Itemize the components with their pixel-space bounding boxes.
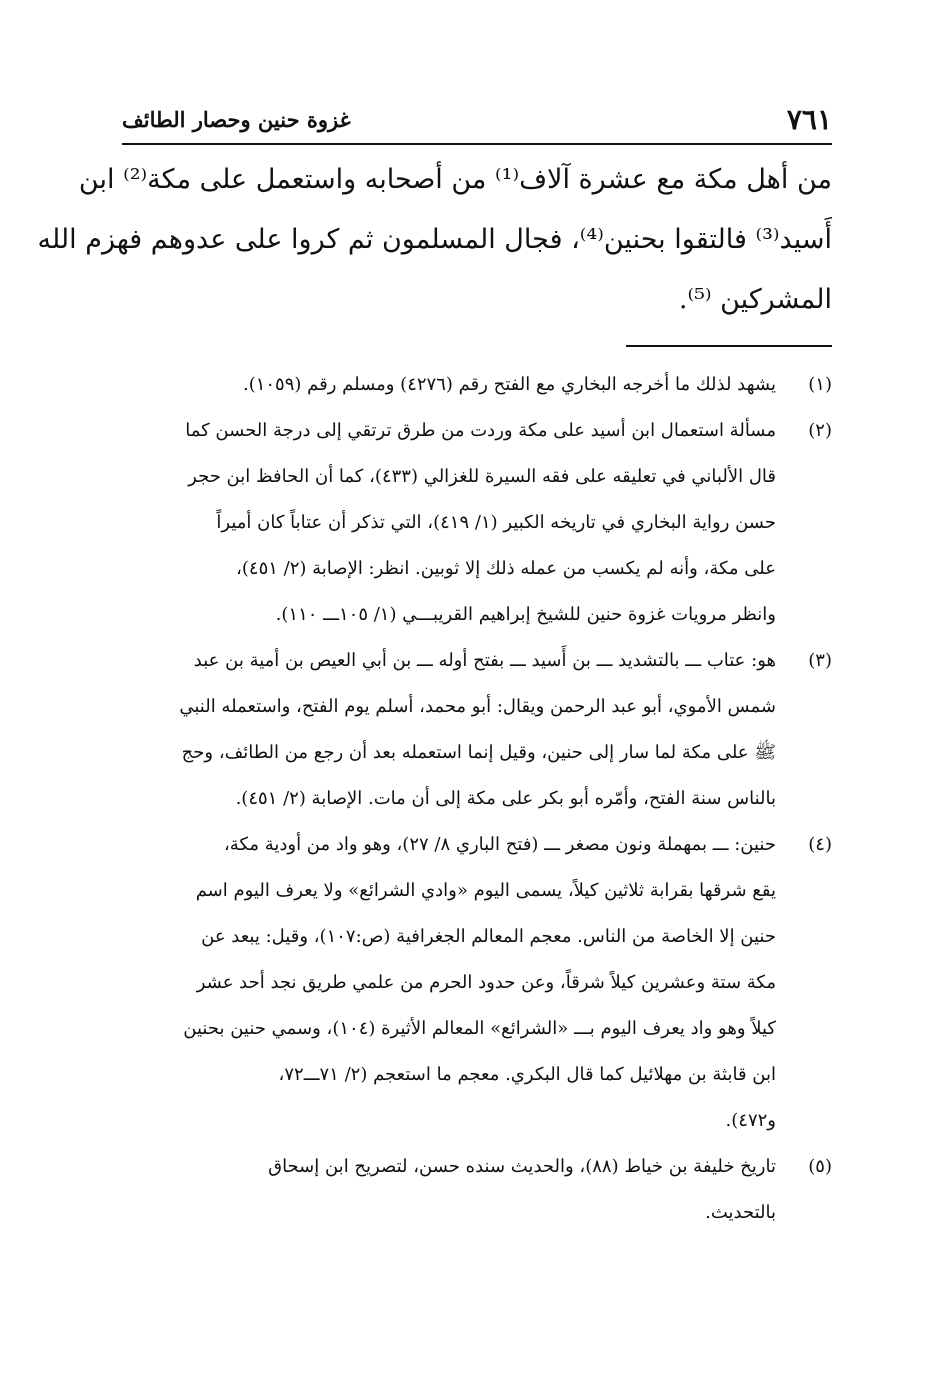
body-line: من أهل مكة مع عشرة آلاف⁽¹⁾ من أصحابه واستعمل على مكة⁽²⁾ ابن — [78, 164, 832, 195]
body-line: أَسيد⁽³⁾ فالتقوا بحنين⁽⁴⁾، فجال المسلمون ثم كروا على عدوهم فهزم الله — [37, 224, 832, 255]
footnote-line: ابن قابثة بن مهلائيل كما قال البكري. معجم ما استعجم (٢/ ٧١ـــ٧٢، — [278, 1064, 776, 1085]
footnote-line: هو: عتاب ـــ بالتشديد ـــ بن أَسيد ـــ بفتح أوله ـــ بن أبي العيص بن أمية بن عبد — [193, 650, 776, 671]
footnote-2 — [122, 408, 832, 638]
footnote-number: (١) — [808, 374, 832, 395]
footnote-line: قال الألباني في تعليقه على فقه السيرة للغزالي (٤٣٣)، كما أن الحافظ ابن حجر — [188, 466, 776, 487]
page-number: ٧٦١ — [786, 103, 832, 136]
footnote-line: على مكة، وأنه لم يكسب من عمله ذلك إلا ثوبين. انظر: الإصابة (٢/ ٤٥١)، — [236, 558, 776, 579]
footnote-line: حسن رواية البخاري في تاريخه الكبير (١/ ٤١٩)، التي تذكر أن عتاباً كان أميراً — [216, 512, 776, 533]
footnote-3 — [122, 638, 832, 822]
footnote-number: (٣) — [808, 650, 832, 671]
footnote-line: يقع شرقها بقرابة ثلاثين كيلاً، يسمى اليوم «وادي الشرائع» ولا يعرف اليوم اسم — [195, 880, 776, 901]
footnote-5 — [122, 1144, 832, 1236]
footnote-line: و٤٧٢). — [725, 1110, 776, 1131]
footnote-line: شمس الأموي، أبو عبد الرحمن ويقال: أبو محمد، أسلم يوم الفتح، واستعمله النبي — [179, 696, 776, 717]
footnote-line: مكة ستة وعشرين كيلاً شرقاً، وعن حدود الحرم من علمي طريق نجد أحد عشر — [196, 972, 776, 993]
footnote-number: (٤) — [808, 834, 832, 855]
footnotes — [122, 362, 832, 1236]
page-header — [122, 100, 832, 140]
footnote-line: يشهد لذلك ما أخرجه البخاري مع الفتح رقم (٤٢٧٦) ومسلم رقم (١٠٥٩). — [242, 374, 776, 395]
footnote-line: تاريخ خليفة بن خياط (٨٨)، والحديث سنده حسن، لتصريح ابن إسحاق — [268, 1156, 776, 1177]
footnote-line: مسألة استعمال ابن أسيد على مكة وردت من طرق ترتقي إلى درجة الحسن كما — [185, 420, 776, 441]
footnote-number: (٥) — [808, 1156, 832, 1177]
footnote-line: ﷺ على مكة لما سار إلى حنين، وقيل إنما استعمله بعد أن رجع من الطائف، وحج — [181, 742, 776, 763]
footnote-line: بالناس سنة الفتح، وأمّره أبو بكر على مكة إلى أن مات. الإصابة (٢/ ٤٥١). — [235, 788, 776, 809]
footnote-1 — [122, 362, 832, 408]
footnote-line: بالتحديث. — [705, 1202, 776, 1223]
main-text — [37, 150, 832, 330]
footnote-line: حنين: ـــ بمهملة ونون مصغر ـــ (فتح الباري ٨/ ٢٧)، وهو واد من أودية مكة، — [223, 834, 776, 855]
footnote-line: وانظر مرويات غزوة حنين للشيخ إبراهيم القريبـــي (١/ ١٠٥ـــ ١١٠). — [275, 604, 776, 625]
footnote-number: (٢) — [808, 420, 832, 441]
footnote-line: كيلاً وهو واد يعرف اليوم بـــ «الشرائع» المعالم الأثيرة (١٠٤)، وسمي حنين بحنين — [183, 1018, 776, 1039]
footnote-separator — [626, 345, 832, 347]
footnote-4 — [122, 822, 832, 1144]
footnote-line: حنين إلا الخاصة من الناس. معجم المعالم الجغرافية (ص:١٠٧)، وقيل: يبعد عن — [201, 926, 776, 947]
body-line: المشركين ⁽⁵⁾. — [678, 284, 832, 315]
header-divider — [122, 143, 832, 145]
running-title: غزوة حنين وحصار الطائف — [122, 107, 351, 132]
